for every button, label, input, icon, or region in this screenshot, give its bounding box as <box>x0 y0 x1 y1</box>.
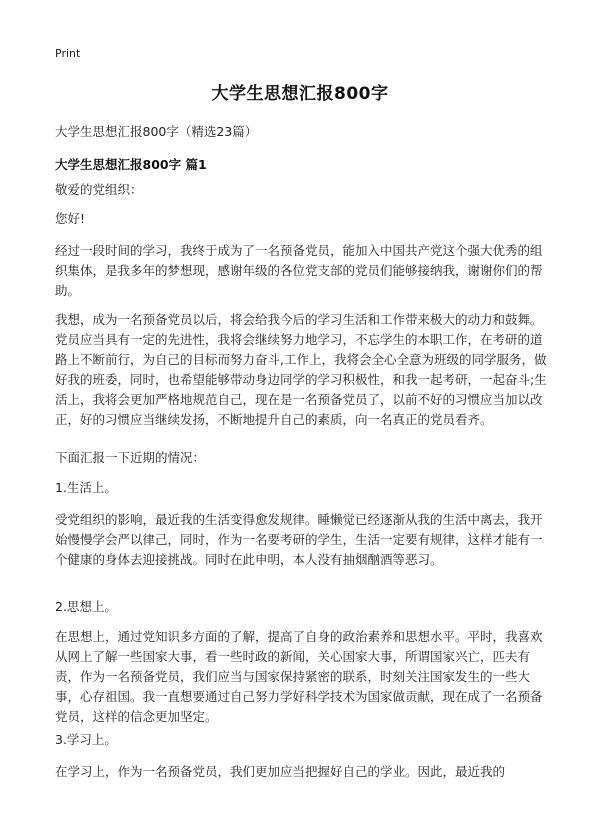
heading-study: 3.学习上。 <box>55 732 117 747</box>
heading-thought: 2.思想上。 <box>55 599 117 614</box>
paragraph-intro: 经过一段时间的学习，我终于成为了一名预备党员，能加入中国共产党这个强大优秀的组织集体，是我多年的梦想现，感谢年级的各位党支部的党员们能够接纳我，谢谢你们的帮助。 <box>55 243 543 298</box>
paragraph-thought: 在思想上，通过党知识多方面的了解，提高了自身的政治素养和思想水平。平时，我喜欢从网上了解一些国家大事，看一些时政的新闻，关心国家大事，所谓国家兴亡，匹夫有责，作为一名预备党员，我们应当与国家保持紧密的联系，时刻关注国家发生的一些大事，心存祖国。我一直想要通过自己努力学好科学技术为国家做贡献，现在成了一名预备党员，这样的信念更加坚定。 <box>55 629 543 724</box>
paragraph-study: 在学习上，作为一名预备党员，我们更加应当把握好自己的学业。因此，最近我的 <box>55 764 506 779</box>
section-heading: 大学生思想汇报800字 篇1 <box>55 157 207 172</box>
page-title: 大学生思想汇报800字 <box>211 84 389 104</box>
page-subtitle: 大学生思想汇报800字（精选23篇） <box>55 124 258 139</box>
greeting: 您好! <box>55 211 86 226</box>
salutation: 敬爱的党组织： <box>55 182 143 197</box>
report-intro: 下面汇报一下近期的情况： <box>55 450 206 465</box>
paragraph-life: 受党组织的影响，最近我的生活变得愈发规律。睡懒觉已经逐渐从我的生活中离去，我开始慢慢学会严以律己，同时，作为一名要考研的学生，生活一定要有规律，这样才能有一个健康的身体去迎接挑战。同时在此申明，本人没有抽烟酗酒等恶习。 <box>55 512 543 567</box>
paragraph-plan: 我想，成为一名预备党员以后，将会给我今后的学习生活和工作带来极大的动力和鼓舞。党员应当具有一定的先进性，我将会继续努力地学习，不忘学生的本职工作，在考研的道路上不断前行，为自己的目标而努力奋斗,工作上，我将会全心全意为班级的同学服务，做好我的班委，同时，也希望能够带动身边同学的学习积极性，和我一起考研，一起奋斗;生活上，我将会更加严格地规范自己，现在是一名预备党员了，以前不好的习惯应当加以改正，好的习惯应当继续发扬，不断地提升自己的素质，向一名真正的党员看齐。 <box>55 312 547 427</box>
heading-life: 1.生活上。 <box>55 480 117 495</box>
print-link[interactable]: Print <box>55 47 81 60</box>
